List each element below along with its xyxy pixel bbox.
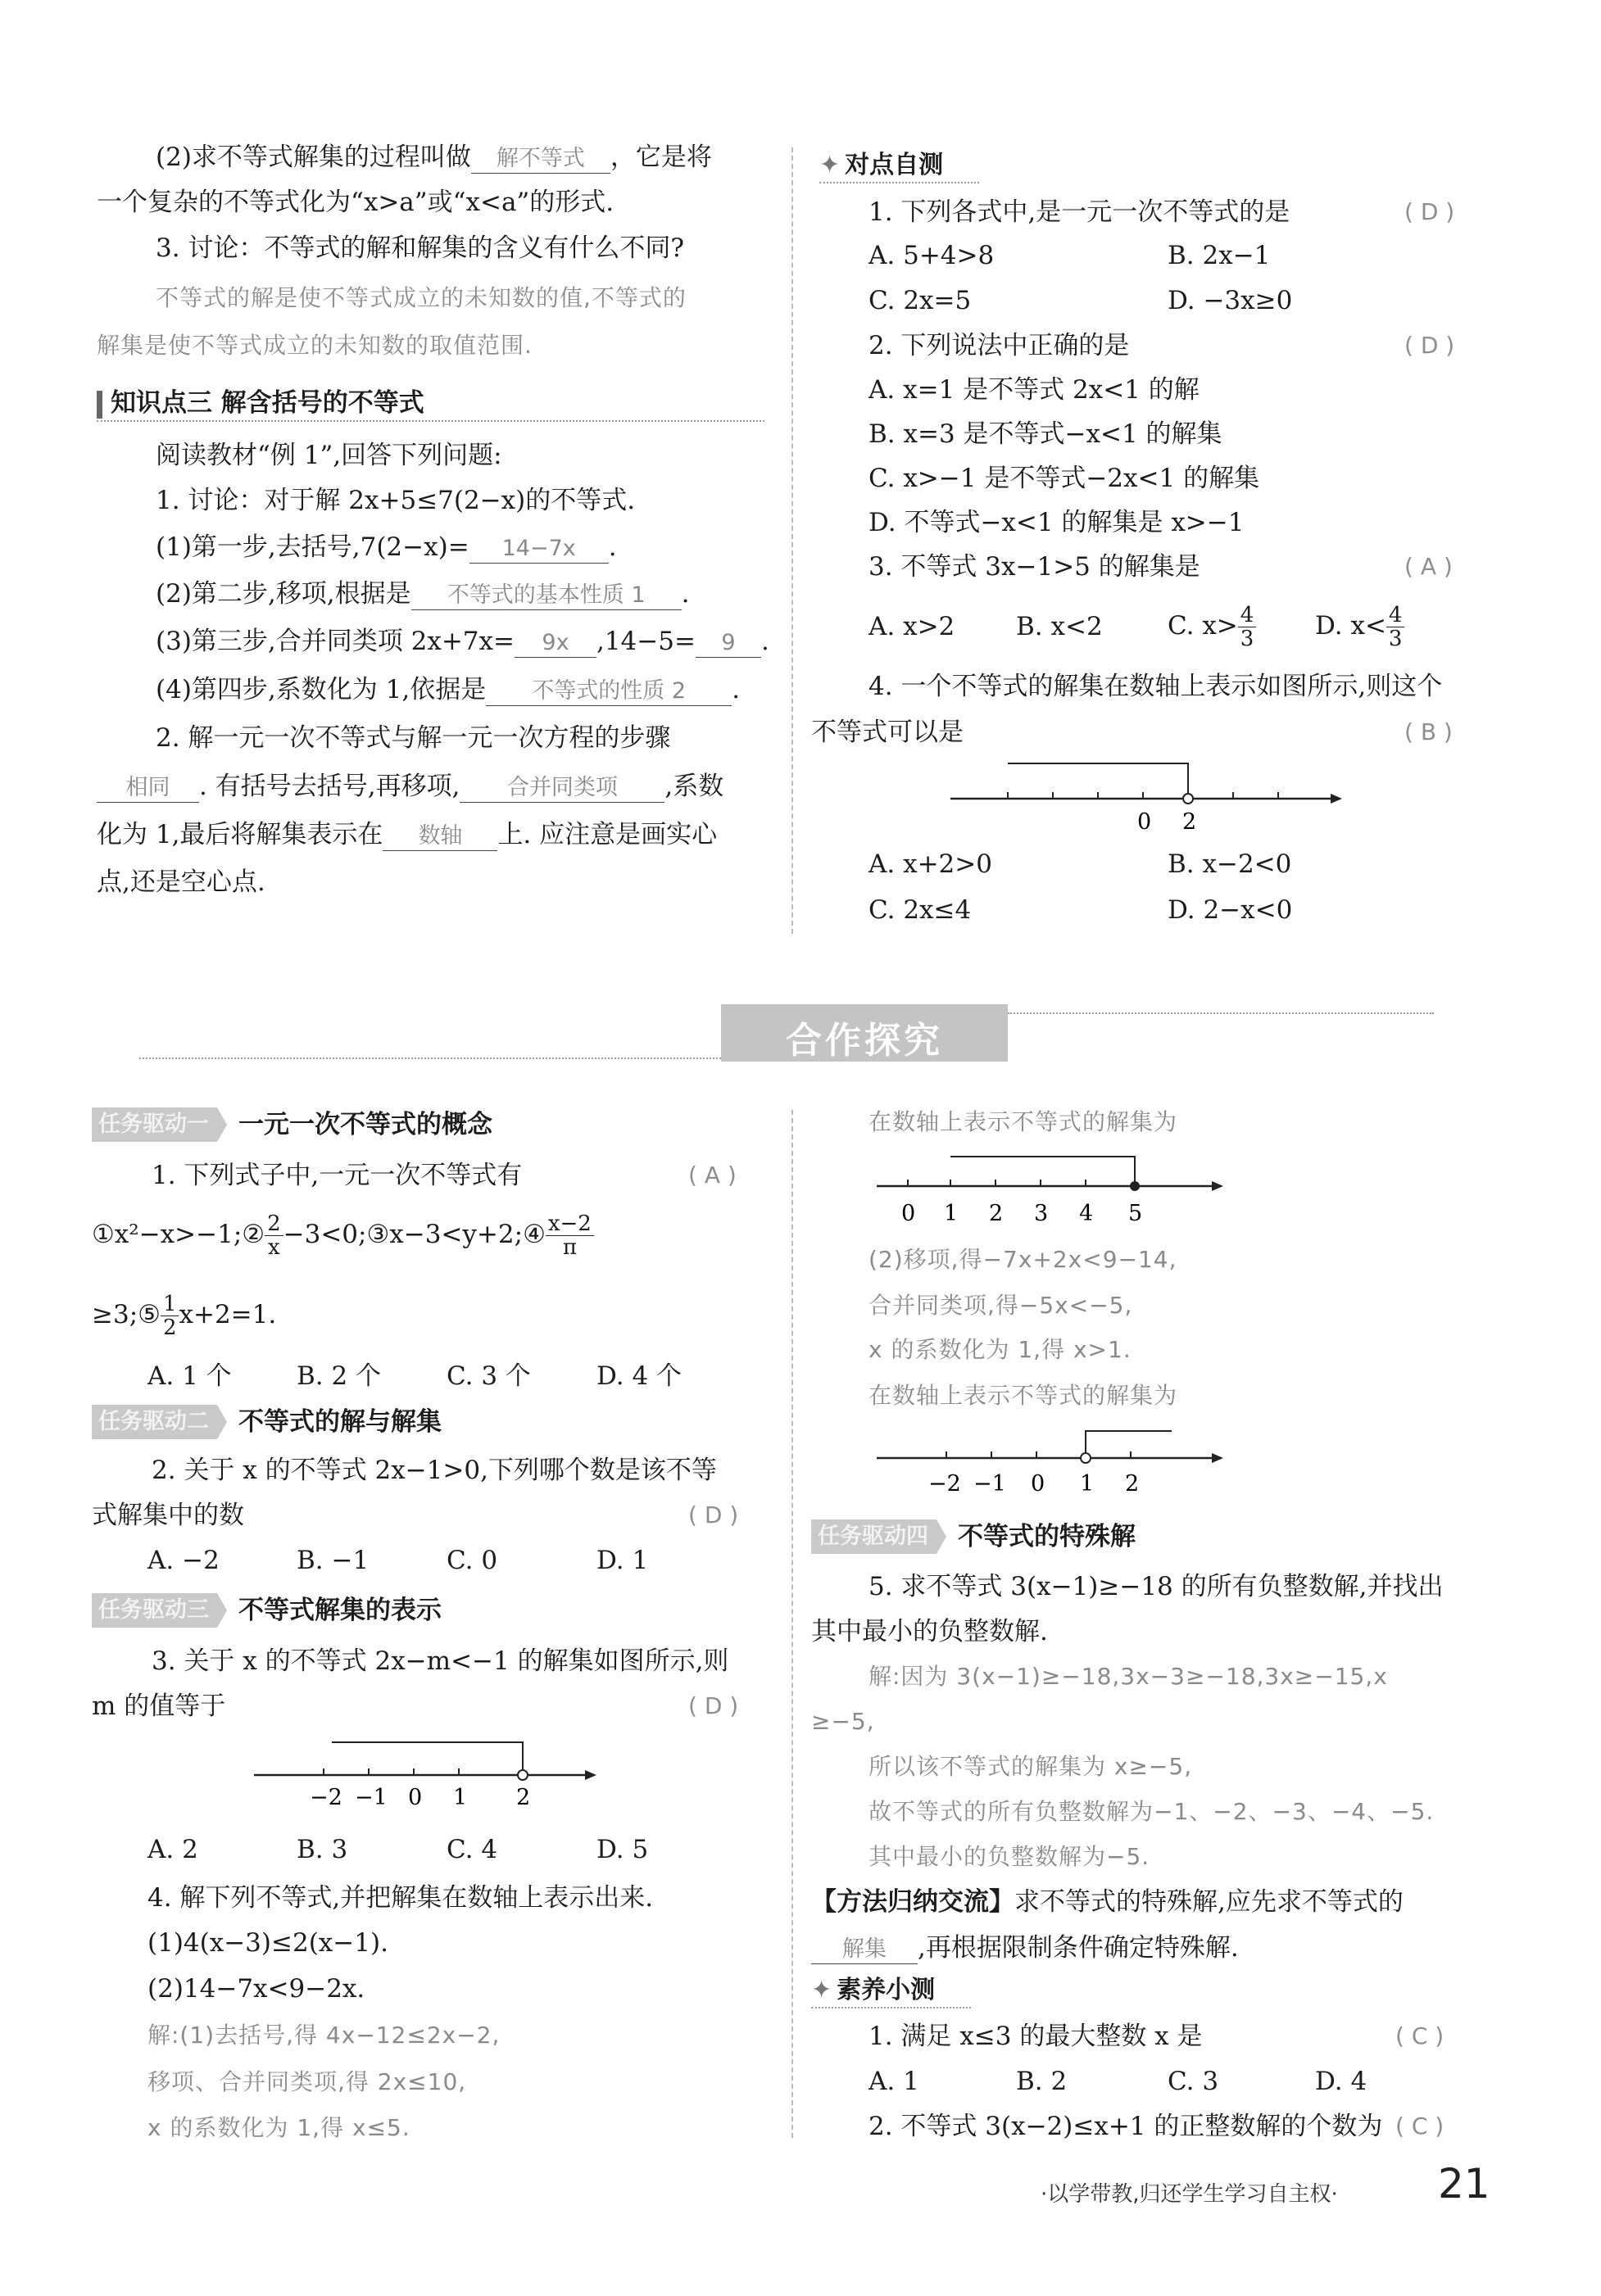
task-4-tag: 任务驱动四: [811, 1519, 937, 1554]
task-1-header: [92, 1107, 492, 1142]
task-4-title: 不等式的特殊解: [958, 1522, 1136, 1551]
rw-line1: 在数轴上表示不等式的解集为: [869, 1108, 1178, 1135]
rw1-tick-5: 5: [1128, 1201, 1143, 1226]
st-q2-opt-b: B. x=3 是不等式−x<1 的解集: [869, 419, 1222, 449]
rw-number-line-2: [869, 1421, 1229, 1503]
rw2-tick-0: 0: [1031, 1471, 1045, 1497]
step-3: (3)第三步,合并同类项 2x+7x= 9x ,14−5= 9 .: [156, 627, 769, 656]
t2-question-line1: 2. 关于 x 的不等式 2x−1>0,下列哪个数是该不等: [152, 1456, 717, 1485]
rw-line3: 合并同类项,得−5x<−5,: [869, 1292, 1133, 1319]
st-q4-opt-c: C. 2x≤4: [869, 895, 972, 925]
task-2-header: [92, 1405, 442, 1439]
t2-opt-b: B. −1: [297, 1546, 370, 1575]
t3-q4-part2: (2)14−7x<9−2x.: [147, 1974, 365, 2004]
quiz-q1-opt-c: C. 3: [1168, 2067, 1219, 2096]
t1-opt-a: A. 1 个: [147, 1361, 232, 1391]
self-test-underline: [819, 182, 979, 183]
t4-solution-4: 故不等式的所有负整数解为−1、−2、−3、−4、−5.: [869, 1798, 1435, 1825]
rw2-tick-1: 1: [1080, 1471, 1095, 1497]
rw-number-line-1: [869, 1147, 1229, 1237]
st-q2-opt-d: D. 不等式−x<1 的解集是 x>−1: [869, 508, 1245, 537]
method-summary-line2: 解集 ,再根据限制条件确定特殊解.: [811, 1931, 1239, 1964]
st-q1-answer: ( D ): [1404, 198, 1455, 225]
rw2-tick-neg2: −2: [928, 1471, 961, 1497]
t3-question-line1: 3. 关于 x 的不等式 2x−m<−1 的解集如图所示,则: [152, 1646, 729, 1676]
task-1-tag: 任务驱动一: [92, 1107, 217, 1142]
st-q2-opt-c: C. x>−1 是不等式−2x<1 的解集: [869, 464, 1260, 493]
t3-opt-a: A. 2: [147, 1835, 198, 1864]
t3-opt-c: C. 4: [447, 1835, 498, 1864]
t4-solution-2: ≥−5,: [811, 1708, 875, 1735]
t4-solution-1: 解:因为 3(x−1)≥−18,3x−3≥−18,3x≥−15,x: [869, 1663, 1388, 1690]
rw1-tick-3: 3: [1034, 1201, 1049, 1226]
task-3-title: 不等式解集的表示: [238, 1596, 442, 1625]
discussion-2-line4: 点,还是空心点.: [97, 867, 265, 897]
t3-number-line: [246, 1732, 606, 1814]
t3-q4-part1: (1)4(x−3)≤2(x−1).: [147, 1928, 388, 1958]
rw2-tick-neg1: −1: [973, 1471, 1006, 1497]
left-q2-part: (2)求不等式解集的过程叫做 解不等式 ，它是将: [156, 143, 712, 172]
st-q3-opt-c: C. x> $\frac{4}{3}$: [1168, 600, 1256, 652]
st-q1-opt-b: B. 2x−1: [1168, 241, 1271, 270]
rw1-tick-2: 2: [989, 1201, 1004, 1226]
st-q4-number-line: [942, 754, 1352, 836]
st-q4-tick-0: 0: [1137, 809, 1152, 835]
t4-question-line1: 5. 求不等式 3(x−1)≥−18 的所有负整数解,并找出: [869, 1572, 1444, 1601]
footer-slogan: ·以学带教,归还学生学习自主权·: [1041, 2182, 1338, 2207]
rw1-tick-4: 4: [1079, 1201, 1094, 1226]
st-q3-opt-b: B. x<2: [1016, 612, 1103, 641]
rw2-tick-2: 2: [1125, 1471, 1140, 1497]
page-number: 21: [1438, 2160, 1490, 2208]
discussion-2-line1: 2. 解一元一次不等式与解一元一次方程的步骤: [156, 723, 671, 753]
section-marker: [97, 391, 102, 419]
method-summary: 【方法归纳交流】求不等式的特殊解,应先求不等式的: [811, 1887, 1404, 1917]
t3-answer: ( D ): [688, 1692, 739, 1719]
t3-tick-neg1: −1: [355, 1785, 388, 1810]
t3-question-line2: m 的值等于: [92, 1691, 226, 1721]
column-divider-top: [791, 147, 793, 934]
banner-title: 合作探究: [786, 1020, 943, 1062]
t3-tick-2: 2: [516, 1785, 531, 1810]
t1-expressions: ①x²−x>−1;② $\frac{2}{x}$ −3<0;③x−3<y+2;④ $\frac{x-2}{\pi}$: [92, 1206, 594, 1263]
st-q1-opt-c: C. 2x=5: [869, 286, 972, 315]
st-q3-answer: ( A ): [1404, 553, 1453, 580]
quiz-q1-opt-b: B. 2: [1016, 2067, 1068, 2096]
t1-expressions-line2: ≥3;⑤ $\frac{1}{2}$ x+2=1.: [92, 1292, 277, 1340]
rw-line5: 在数轴上表示不等式的解集为: [869, 1382, 1178, 1409]
t1-question: 1. 下列式子中,一元一次不等式有: [152, 1161, 523, 1190]
t4-solution-3: 所以该不等式的解集为 x≥−5,: [869, 1753, 1193, 1780]
t2-opt-a: A. −2: [147, 1546, 220, 1575]
quiz-q2: 2. 不等式 3(x−2)≤x+1 的正整数解的个数为: [869, 2112, 1383, 2141]
task-2-title: 不等式的解与解集: [238, 1407, 442, 1437]
t3-opt-d: D. 5: [596, 1835, 649, 1864]
t3-opt-b: B. 3: [297, 1835, 348, 1864]
st-q2-answer: ( D ): [1404, 332, 1455, 359]
st-q2-opt-a: A. x=1 是不等式 2x<1 的解: [869, 375, 1200, 405]
left-q3-answer-1: 不等式的解是使不等式成立的未知数的值,不等式的: [156, 284, 687, 311]
step-1: (1)第一步,去括号,7(2−x)= 14−7x .: [156, 532, 617, 562]
task-3-header: [92, 1593, 442, 1628]
t1-answer: ( A ): [688, 1162, 737, 1189]
task-2-tag: 任务驱动二: [92, 1405, 217, 1439]
t3-q4: 4. 解下列不等式,并把解集在数轴上表示出来.: [147, 1883, 654, 1913]
t1-opt-c: C. 3 个: [447, 1361, 531, 1391]
discussion-1: 1. 讨论：对于解 2x+5≤7(2−x)的不等式.: [156, 486, 636, 515]
t3-solution-3: x 的系数化为 1,得 x≤5.: [147, 2114, 410, 2141]
t2-opt-d: D. 1: [596, 1546, 649, 1575]
quiz-underline: [811, 2007, 971, 2008]
quiz-q2-answer: ( C ): [1395, 2113, 1445, 2140]
step-4: (4)第四步,系数化为 1,依据是 不等式的性质 2 .: [156, 675, 741, 704]
left-q3: 3. 讨论：不等式的解和解集的含义有什么不同?: [156, 233, 685, 263]
left-q2-line2: 一个复杂的不等式化为“x>a”或“x<a”的形式.: [97, 188, 615, 217]
quiz-title: 素养小测: [837, 1976, 936, 2004]
t2-answer: ( D ): [688, 1501, 739, 1528]
discussion-2-line3: 化为 1,最后将解集表示在 数轴 上. 应注意是画实心: [97, 820, 718, 849]
rw-line2: (2)移项,得−7x+2x<9−14,: [869, 1246, 1177, 1273]
t3-tick-1: 1: [453, 1785, 468, 1810]
t4-solution-5: 其中最小的负整数解为−5.: [869, 1843, 1150, 1870]
st-q1: 1. 下列各式中,是一元一次不等式的是: [869, 197, 1290, 227]
t4-question-line2: 其中最小的负整数解.: [811, 1617, 1048, 1646]
st-q3-opt-a: A. x>2: [869, 612, 955, 641]
banner-rule-left: [139, 1057, 721, 1059]
quiz-header: [811, 1969, 935, 2005]
task-3-tag: 任务驱动三: [92, 1593, 217, 1628]
st-q1-opt-a: A. 5+4>8: [869, 241, 995, 270]
t1-opt-b: B. 2 个: [297, 1361, 382, 1391]
rw1-tick-0: 0: [901, 1201, 916, 1226]
task-4-header: [811, 1519, 1136, 1554]
t3-solution-2: 移项、合并同类项,得 2x≤10,: [147, 2068, 467, 2095]
st-q4-answer: ( B ): [1404, 718, 1453, 745]
st-q1-opt-d: D. −3x≥0: [1168, 286, 1293, 315]
st-q4-opt-d: D. 2−x<0: [1168, 895, 1293, 925]
read-instruction: 阅读教材“例 1”,回答下列问题:: [156, 441, 502, 470]
t1-opt-d: D. 4 个: [596, 1361, 683, 1391]
st-q4-opt-a: A. x+2>0: [869, 849, 992, 879]
t3-tick-neg2: −2: [310, 1785, 342, 1810]
st-q3-opt-d: D. x< $\frac{4}{3}$: [1315, 600, 1404, 652]
self-test-header: [819, 144, 943, 180]
step-2: (2)第二步,移项,根据是 不等式的基本性质 1 .: [156, 579, 690, 609]
rw-line4: x 的系数化为 1,得 x>1.: [869, 1336, 1132, 1363]
diamond-icon: ✦: [819, 151, 841, 179]
task-1-title: 一元一次不等式的概念: [238, 1110, 492, 1139]
rw1-tick-1: 1: [944, 1201, 959, 1226]
left-q3-answer-2: 解集是使不等式成立的未知数的取值范围.: [97, 332, 533, 359]
st-q3: 3. 不等式 3x−1>5 的解集是: [869, 552, 1200, 582]
st-q4-line1: 4. 一个不等式的解集在数轴上表示如图所示,则这个: [869, 672, 1443, 701]
cooperative-exploration-banner: [721, 1004, 1008, 1062]
st-q2: 2. 下列说法中正确的是: [869, 331, 1130, 360]
quiz-q1-opt-a: A. 1: [869, 2067, 919, 2096]
quiz-q1-answer: ( C ): [1395, 2022, 1445, 2049]
kp3-underline: [97, 420, 764, 422]
quiz-q1: 1. 满足 x≤3 的最大整数 x 是: [869, 2022, 1203, 2051]
t3-solution-1: 解:(1)去括号,得 4x−12≤2x−2,: [147, 2022, 501, 2049]
quiz-q1-opt-d: D. 4: [1315, 2067, 1367, 2096]
st-q4-line2: 不等式可以是: [811, 718, 964, 747]
t2-question-line2: 式解集中的数: [92, 1501, 244, 1530]
banner-rule-right: [1008, 1012, 1434, 1014]
t2-opt-c: C. 0: [447, 1546, 498, 1575]
column-divider-bottom: [791, 1110, 793, 2138]
kp3-title: 知识点三 解含括号的不等式: [111, 388, 424, 418]
diamond-icon: ✦: [811, 1976, 832, 2004]
knowledge-point-3-header: [97, 382, 424, 419]
st-q4-tick-2: 2: [1182, 809, 1197, 835]
discussion-2-line2: 相同 . 有括号去括号,再移项, 合并同类项 ,系数: [97, 770, 723, 803]
st-q4-opt-b: B. x−2<0: [1168, 849, 1292, 879]
t3-tick-0: 0: [408, 1785, 423, 1810]
self-test-title: 对点自测: [845, 151, 944, 179]
